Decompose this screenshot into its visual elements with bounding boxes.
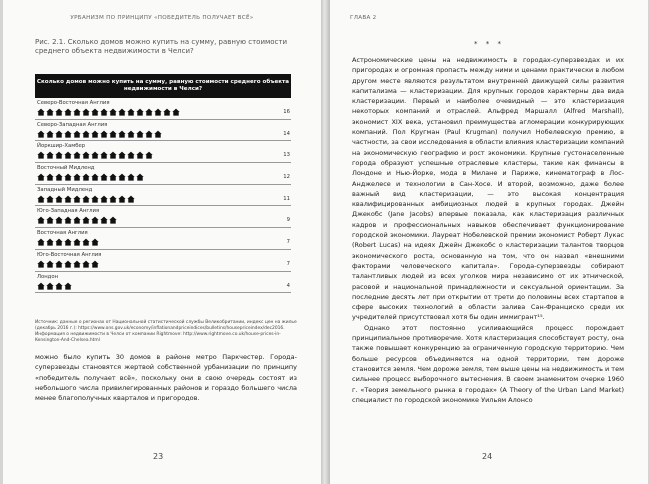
house-icon <box>46 260 54 268</box>
left-body-text <box>35 352 297 403</box>
page-number-left: 23 <box>153 452 164 461</box>
house-icon <box>91 151 99 159</box>
house-icon <box>82 130 90 138</box>
house-icon <box>46 195 54 203</box>
house-icon <box>46 173 54 181</box>
house-icon <box>91 238 99 246</box>
house-icon <box>37 282 45 290</box>
house-icon <box>172 108 180 116</box>
house-icon <box>91 108 99 116</box>
house-icon <box>64 260 72 268</box>
house-icon <box>37 260 45 268</box>
house-icon <box>100 130 108 138</box>
house-icon <box>46 282 54 290</box>
house-icon <box>91 130 99 138</box>
chart-value-label: 7 <box>286 239 290 246</box>
house-icon <box>145 130 153 138</box>
house-icon <box>136 108 144 116</box>
house-icon <box>145 151 153 159</box>
house-icon <box>127 173 135 181</box>
chart-row <box>35 185 291 207</box>
house-icon <box>73 260 81 268</box>
chart-row <box>35 98 291 120</box>
house-icon <box>46 238 54 246</box>
chart-bar <box>37 216 117 226</box>
house-icon <box>46 216 54 224</box>
house-icon <box>64 216 72 224</box>
house-icon <box>82 151 90 159</box>
house-icon <box>109 216 117 224</box>
chart-value-label: 12 <box>283 174 290 181</box>
house-icon <box>55 130 63 138</box>
chart-value-label: 4 <box>286 282 290 289</box>
chart-bar <box>37 282 72 292</box>
right-paragraph-1: Астрономические цены на недвижимость в городах-суперзвездах и их пригородах и огромная пропасть между ними и ценами практически в любом другом месте являются результатом внутренней движущей силы развития капитализма — кластеризации. Для крупных городов характерны два вида кластеризации. Первый и наиболее очевидный — это кластеризация некоторых компаний и отраслей. Альфред Маршалл (Alfred Marshall), экономист XIX века, установил преимущества агломерации конкурирующих компаний. Пол Кругман (Paul Krugman) получил Нобелевскую премию, в частности, за свои исследования в области влияния кластеризации компаний на экономическую географию и рост экономики. Крупные густонаселенные города образуют успешные отраслевые кластеры, такие как финансы в Лондоне и Нью-Йорке, мода в Милане и Париже, кинематограф в Лос-Анджелесе и технологии в Сан-Хосе. И второй, возможно, даже более важный вид кластеризации, — это высокая концентрация квалифицированных амбициозных людей в крупных городах. Джейн Джекобс (Jane Jacobs) впервые показала, как кластеризация различных кадров и профессиональных навыков обеспечивает функционирование городской экономики. Лауреат Нобелевской премии экономист Роберт Лукас (Robert Lucas) на идеях Джейн Джекобс о кластеризации талантов творцов экономического роста, основанную на том, что он назвал «внешними факторами человеческого капитала». Города-суперзвезды собирают талантливых людей из всех уголков мира независимо от их этнической, расовой и национальной принадлежности и сексуальной ориентации. За последние десять лет при открытии от трети до половины всех стартапов в сфере высоких технологий в области залива Сан-Франциско среди их учредителей присутствовал хотя бы один иммигрант¹⁵. <box>352 56 624 322</box>
chart-row <box>35 272 291 294</box>
house-icon <box>37 173 45 181</box>
house-icon <box>82 173 90 181</box>
house-icon <box>37 238 45 246</box>
left-paragraph: можно было купить 30 домов в районе метро Паркчестер. Города-суперзвезды становятся жертвой собственной урбанизации по принципу «победитель получает всё», поскольку они в свою очередь состоят из небольшого числа привилегированных районов и гораздо большего числа менее благополучных кварталов и пригородов. <box>35 353 297 403</box>
chart-value-label: 16 <box>283 109 290 115</box>
house-icon <box>55 282 63 290</box>
house-icon <box>55 238 63 246</box>
house-icon <box>37 195 45 203</box>
house-icon <box>118 130 126 138</box>
house-icon <box>82 260 90 268</box>
house-icon <box>37 130 45 138</box>
chart-row <box>35 206 291 228</box>
house-icon <box>64 238 72 246</box>
house-icon <box>154 108 162 116</box>
chart-bar <box>37 238 99 248</box>
chart-value-label: 7 <box>286 260 290 267</box>
house-icon <box>91 173 99 181</box>
chart-category-label: Северо-Восточная Англия <box>37 100 110 106</box>
house-icon <box>118 195 126 203</box>
chart-category-label: Восточная Англия <box>37 230 88 237</box>
house-icon <box>118 173 126 181</box>
chart-bar <box>37 108 180 118</box>
house-icon <box>100 173 108 181</box>
page-number-right: 24 <box>482 452 493 461</box>
house-icon <box>109 173 117 181</box>
house-icon <box>64 130 72 138</box>
chart-category-label: Йоркшир-Хамбер <box>37 143 86 150</box>
house-icon <box>64 108 72 116</box>
house-icon <box>37 216 45 224</box>
house-icon <box>73 195 81 203</box>
house-icon <box>145 108 153 116</box>
house-icon <box>127 151 135 159</box>
chart-value-label: 11 <box>283 195 290 202</box>
house-icon <box>64 151 72 159</box>
house-icon <box>136 130 144 138</box>
house-icon <box>55 151 63 159</box>
chart-category-label: Юго-Восточная Англия <box>37 251 102 258</box>
house-icon <box>73 216 81 224</box>
chart-value-label: 14 <box>283 130 290 137</box>
house-icon <box>37 151 45 159</box>
right-paragraph-2: Однако этот постоянно усиливающийся процесс порождает принципиальное противоречие. Хотя кластеризация способствует росту, она также повышает конкуренцию за ограниченную городскую территорию. Чем больше ресурсов объединяется на одной территории, тем дороже становится земля. Чем дороже земля, тем выше цены на недвижимость и тем сильнее процесс выборочного вытеснения. В своем знаменитом очерке 1960 г. «Теория земельного рынка в городах» (A Theory of the Urban Land Market) специалист по городской экономике Уильям Алонсо <box>352 323 624 404</box>
house-icon <box>73 173 81 181</box>
house-icon <box>127 195 135 203</box>
house-icon <box>82 216 90 224</box>
chart-bar <box>37 195 135 205</box>
book-gutter <box>321 0 330 484</box>
house-icon <box>127 130 135 138</box>
house-icon <box>109 151 117 159</box>
house-icon <box>109 195 117 203</box>
house-icon <box>73 151 81 159</box>
chart-bar <box>37 260 99 270</box>
chart-row <box>35 141 291 163</box>
house-icon <box>100 108 108 116</box>
chart-category-label: Юго-Западная Англия <box>37 208 100 215</box>
house-icon <box>55 108 63 116</box>
house-icon <box>64 195 72 203</box>
house-icon <box>109 130 117 138</box>
chart-row <box>35 120 291 142</box>
house-icon <box>91 195 99 203</box>
house-icon <box>100 195 108 203</box>
house-icon <box>73 130 81 138</box>
house-icon <box>46 108 54 116</box>
house-icon <box>154 130 162 138</box>
house-icon <box>82 238 90 246</box>
chart-bar <box>37 151 153 161</box>
chart-rows <box>35 98 291 293</box>
running-head-right: ГЛАВА 2 <box>350 15 377 21</box>
chart-title: Сколько домов можно купить на сумму, равную стоимости среднего объекта недвижимости в Челси? <box>35 74 291 98</box>
house-icon <box>91 216 99 224</box>
chart-category-label: Северо-Западная Англия <box>37 121 108 128</box>
house-icon <box>118 108 126 116</box>
house-icon <box>136 173 144 181</box>
house-icon <box>163 108 171 116</box>
house-icon <box>136 151 144 159</box>
house-icon <box>82 195 90 203</box>
chart-row <box>35 163 291 185</box>
house-icon <box>55 216 63 224</box>
section-separator: * * * <box>474 40 504 48</box>
house-icon <box>91 260 99 268</box>
house-icon <box>55 195 63 203</box>
left-page <box>3 0 321 484</box>
figure-caption: Рис. 2.1. Сколько домов можно купить на сумму, равную стоимости среднего объекта недвижимости в Челси? <box>35 38 288 56</box>
house-icon <box>55 173 63 181</box>
chart-value-label: 13 <box>283 152 290 159</box>
chart-row <box>35 250 291 272</box>
house-icon <box>100 216 108 224</box>
chart-category-label: Лондон <box>37 273 59 280</box>
right-page <box>330 0 648 484</box>
house-icon <box>73 238 81 246</box>
running-head-left: УРБАНИЗМ ПО ПРИНЦИПУ «ПОБЕДИТЕЛЬ ПОЛУЧАЕТ ВСЁ» <box>70 15 254 21</box>
figure-source: Источник: данные о регионах от Национальной статистической службы Великобритании, индекс цен на жилье (декабрь 2016 г.): https://www.ons.gov.uk/economy/inflationandpriceindices/bulletins/housepriceindex/dec2016. Информация о недвижимости в Челси от компании Rightmove: http://www.rightmove.co.uk/house-prices-in-Kensington-And-Chelsea.html <box>35 320 297 343</box>
house-icon <box>46 151 54 159</box>
house-icon <box>64 173 72 181</box>
house-icon <box>100 151 108 159</box>
house-icon <box>127 108 135 116</box>
chart-category-label: Западный Мидленд <box>37 186 93 193</box>
house-icon <box>64 282 72 290</box>
house-icon <box>82 108 90 116</box>
houses-chart <box>35 74 291 314</box>
house-icon <box>46 130 54 138</box>
house-icon <box>73 108 81 116</box>
chart-value-label: 9 <box>286 217 290 224</box>
house-icon <box>109 108 117 116</box>
chart-row <box>35 228 291 250</box>
chart-category-label: Восточный Мидленд <box>37 165 95 172</box>
chart-bar <box>37 173 144 183</box>
house-icon <box>37 108 45 116</box>
house-icon <box>118 151 126 159</box>
house-icon <box>55 260 63 268</box>
chart-bar <box>37 130 162 140</box>
right-body-text <box>352 55 624 405</box>
